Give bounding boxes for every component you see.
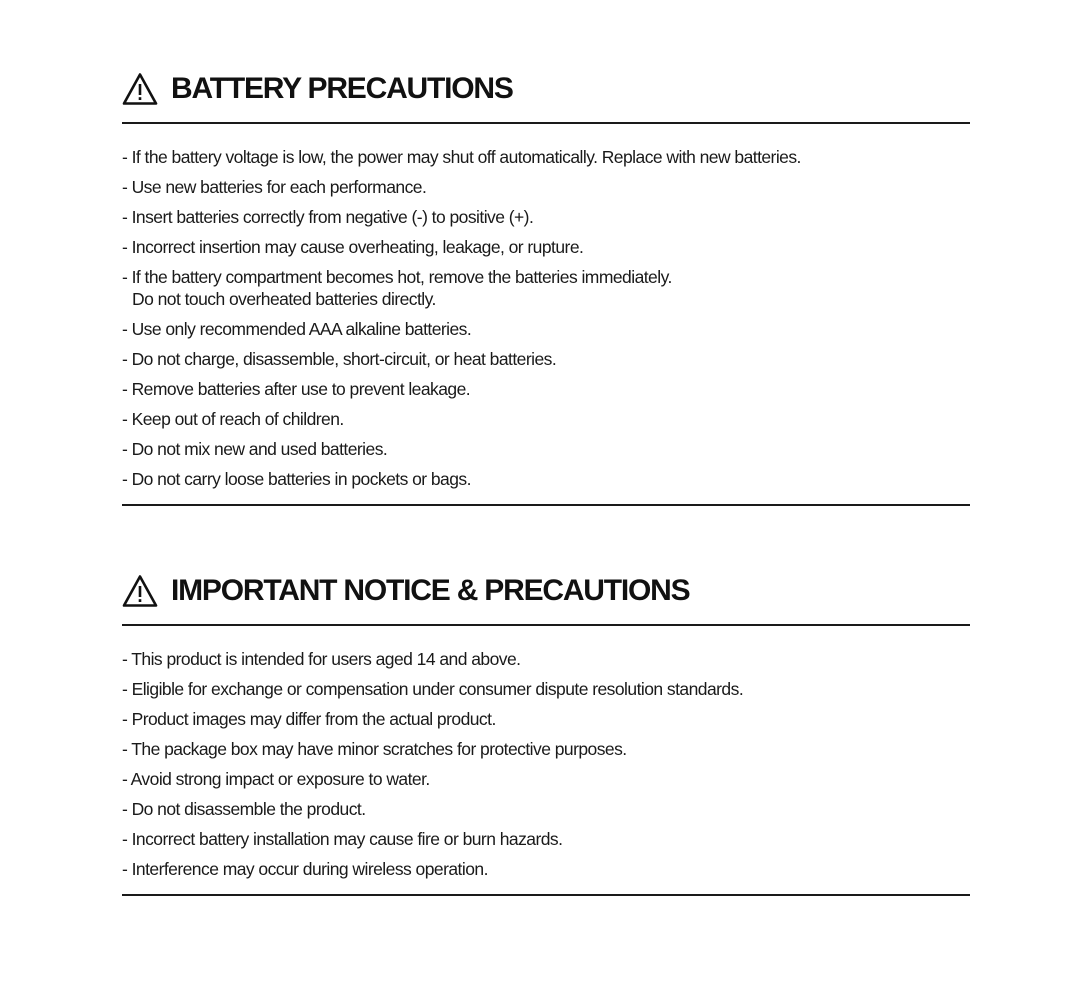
list-item: - Insert batteries correctly from negative (-) to positive (+). (122, 207, 534, 227)
list-item-continuation: Do not touch overheated batteries directly. (132, 289, 436, 309)
list-item: - The package box may have minor scratches for protective purposes. (122, 739, 627, 759)
list-item: - Interference may occur during wireless operation. (122, 859, 488, 879)
list-item: - Do not carry loose batteries in pockets or bags. (122, 469, 471, 489)
list-item: - Avoid strong impact or exposure to water. (122, 769, 430, 789)
list-item: - Use new batteries for each performance. (122, 177, 427, 197)
list-item: - Remove batteries after use to prevent leakage. (122, 379, 471, 399)
list-item: - Eligible for exchange or compensation under consumer dispute resolution standards. (122, 679, 744, 699)
section-divider (122, 894, 970, 896)
list-item: - Use only recommended AAA alkaline batteries. (122, 319, 472, 339)
list-item: - This product is intended for users aged 14 and above. (122, 649, 521, 669)
warning-triangle-icon (122, 72, 158, 106)
battery-precautions-section (122, 70, 970, 506)
list-item: - If the battery voltage is low, the power may shut off automatically. Replace with new batteries. (122, 147, 801, 167)
section-divider (122, 504, 970, 506)
section-title: IMPORTANT NOTICE & PRECAUTIONS (171, 574, 690, 607)
list-item: - Do not disassemble the product. (122, 799, 366, 819)
list-item: - Incorrect insertion may cause overheating, leakage, or rupture. (122, 237, 584, 257)
list-item-text: - If the battery compartment becomes hot, remove the batteries immediately. (122, 267, 672, 287)
section-title: BATTERY PRECAUTIONS (171, 72, 513, 105)
notice-list (122, 626, 970, 880)
section-heading (122, 572, 970, 610)
list-item: - Incorrect battery installation may cause fire or burn hazards. (122, 829, 563, 849)
list-item: - Do not mix new and used batteries. (122, 439, 388, 459)
list-item: - Do not charge, disassemble, short-circuit, or heat batteries. (122, 349, 557, 369)
warning-triangle-icon (122, 574, 158, 608)
list-item (122, 266, 970, 310)
important-notice-section (122, 572, 970, 896)
list-item: - Keep out of reach of children. (122, 409, 344, 429)
precaution-list (122, 124, 970, 490)
list-item: - Product images may differ from the actual product. (122, 709, 496, 729)
section-heading (122, 70, 970, 108)
